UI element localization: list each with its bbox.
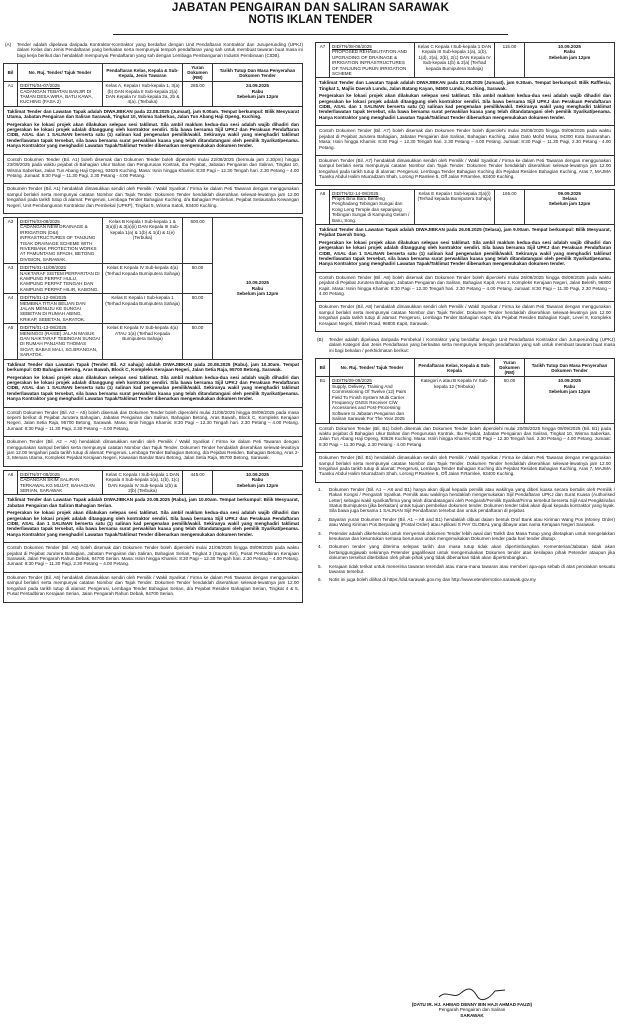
submission-info: Dokumen Tender (Bil. A2 – A5) hendaklah dimasukkan sendiri oleh Pemilik / Wakil Syarikat / Firma ke dalam Peti Tawaran dengan menggunakan sampul berlakri serta mempunyai catatan Nombor dan Tajuk Tender. Dokumen Tender hendaklah diserahkan selewat-lewatnya jam 12.00 tengahari pada tarikh tutup di alamat: Pengerusi, Lembaga Tender Bahagian Betong, d/a Pejabat Residen, Bahagian Betong, Aras 2-3, Menara Utama, Kompleks Pejabat Kerajaan Negeri, Kawasan Bandar Baru Betong, Jalan Setia Raja, 95700 Betong, Sarawak. bbox=[7, 439, 299, 461]
a6-document-box bbox=[3, 543, 303, 573]
document-availability: Contoh Dokumen Tender (Bil. A1) boleh disemak dan Dokumen Tender boleh diperolehi mulai 22/08/2025 (bermula jam 2.30pm) hingga 23/09/2025 pada waktu pejabat di Bahagian Ukur Bahan dan Pengurusan Kontrak, Ibu Pejabat, Jabatan Pengairan dan Saliran, Tingkat 10, Wisma Saberkas, Jalan Tun Abang Haji Openg, 93626 Kuching. Masa: Isnin hingga Khamis: 8:30 Pagi – 12.30 Tengah hari. 2.30 Petang – 4.00 Petang. Jumaat: 8:30 Pagi – 11.30 Pagi, 2.30 Petang - 4:00 Petang. bbox=[7, 156, 299, 178]
row-ref bbox=[18, 324, 103, 359]
notice-page bbox=[3, 2, 618, 1022]
row-ref bbox=[18, 264, 103, 294]
document-availability: Contoh Dokumen Tender (Bil. A8) boleh disemak dan Dokumen Tender boleh diperolehi mulai 26/08/2025 hingga 08/09/2025 pada waktu pejabat di Pejabat Jurutera Bahagian, Jabatan Pengairan dan Saliran, Bahagian Kapit, Aras 3, Kompleks Kerajaan Negeri, Jalan Beletih, 96800 Kapit. Masa: Isnin hingga Khamis: 8:30 Pagi – 12.30 Tengah hari. 2.30 Petang – 4.00 Petang. Jumaat: 8:30 Pagi – 11.30 Pagi, 2.30 Petang – 4.00 Petang. bbox=[319, 274, 611, 297]
tender-title: CADANGAN NEW DRAINAGE & IRRIGATION (D&I) INFRASTRUCTURES OF TANJUNG TISAK DRAINAGE SCHEME WITH RIVERBANK PROTECTION WORKS AT PAMUNTANG SPAOH, BETONG DIVISION, SARAWAK. bbox=[20, 224, 97, 262]
submission-info: Dokumen Tender (Bil. A7) hendaklah dimasukkan sendiri oleh Pemilik / Wakil Syarikat / Firma ke dalam Peti Tawaran dengan menggunakan sampul berlakri serta mempunyai catatan Nombor dan Tajuk Tender. Dokumen Tender hendaklah diserahkan selewat-lewatnya jam 12.00 tengahari pada tarikh tutup di alamat: Pengerusi, Lembaga Tender Bahagian Kuching d/a Pejabat Residen Bahagian Kuching, Aras 7, MAJMA Tuanku Abdul Halim Mua'adzam Shah, Lorong P.Ramlee 5, Off Jalan P.Ramlee, 93400 Kuching. bbox=[319, 157, 611, 180]
site-visit-info: Pergerakan ke lokasi projek akan dilakukan selepas sesi taklimat. Sila ambil maklum kedua-dua sesi adalah wajib dihadiri dan pergerakan ke lokasi projek adalah ditanggung oleh kontraktor sendiri. Sila bawa bersama Sijil UPKJ dan Perakuan Pendaftaran CIDB, ASAL dan 1 SALINAN berserta satu (1) salinan kad pengenalan pemilik/wakil. Sekiranya wakil yang menghadiri taklimat tender/lawatan tapak tersebut, sila bawa bersama surat perwakilan kuasa yang telah ditandatangani oleh pemilik Syarikat/penama. Hanya Kontraktor yang menghadiri Lawatan Tapak/Taklimat Tender dibenarkan mengemukakan dokumen tender. bbox=[7, 374, 299, 402]
note-number: 1. bbox=[318, 486, 322, 492]
header-rule bbox=[113, 34, 508, 35]
briefing-info: Taklimat Tender dan Lawatan Tapak (Tender Bil. A2 sahaja) adalah DIWAJIBKAN pada 20.08.2025 (Rabu), jam 10.30am. Tempat berkumpul: DID Bahagian Betong, Aras Bawah, Block C, Kompleks Kerajaan Negeri, Jalan Setia Raja, 95700 Betong, Sarawak. bbox=[7, 361, 299, 373]
row-class: Kelas C Kepala I Sub-kepala 1 DAN Kepala III Sub-kepala 1(a), 1(b), 1(d), 2(a), 2(b), 2(c) DAN Kepala IV Sub-kepala 1(b) & 2(a) (Terhad kepada Bumiputera Sahaja) bbox=[415, 43, 495, 78]
section-a-table-3 bbox=[3, 470, 303, 496]
site-visit-info: Pergerakan ke lokasi projek akan dilakukan selepas sesi taklimat. Sila ambil maklum kedua-dua sesi adalah wajib dihadiri dan pergerakan ke lokasi projek adalah ditanggung oleh kontraktor sendiri. Sila bawa bersama Sijil UPKJ dan Perakuan Pendaftaran CIDB, ASAL dan 1 SALINAN berserta satu (1) salinan kad pengenalan pemilik/wakil. Sekiranya wakil yang menghadiri taklimat tender/lawatan tapak tersebut, sila bawa bersama surat perwakilan kuasa yang telah ditandatangani oleh pemilik Syarikat/penama. Hanya Kontraktor yang menghadiri Lawatan Tapak/Taklimat Tender dibenarkan mengemukakan dokumen tender. bbox=[7, 510, 299, 537]
row-closing bbox=[213, 217, 303, 359]
site-visit-info: Pergerakan ke lokasi projek akan dilakukan selepas sesi taklimat. Sila ambil maklum kedua-dua sesi adalah wajib dihadiri dan pergerakan ke lokasi projek adalah ditanggung oleh kontraktor sendiri. Sila bawa bersama Sijil UPKJ dan Perakuan Pendaftaran CIDB, ASAL dan 1 SALINAN berserta satu (1) salinan kad pengenalan pemilik/wakil. Sekiranya wakil yang menghadiri taklimat tender/lawatan tapak tersebut, sila bawa bersama surat perwakilan kuasa yang telah ditandatangani oleh pemilik Syarikat/penama. Hanya Kontraktor yang menghadiri Lawatan Tapak/Taklimat Tender dibenarkan mengemukakan dokumen tender. bbox=[7, 121, 299, 149]
table-row bbox=[4, 217, 303, 263]
briefing-info: Taklimat Tender dan Lawatan Tapak adalah DIWAJIBKAN pada 22.08.2025 (Jumaat), jam 9.00am. Tempat berkumpul: Bilik Mesyuarat Utama, Jabatan Pengairan dan Saliran Sarawak, Tingkat 10, Wisma Saberkas, Jalan Tun Abang Haji Openg, Kuching. bbox=[7, 108, 299, 120]
a8-submission-box bbox=[315, 302, 615, 332]
tender-ref-no: DID/TN/09-08/2025 bbox=[332, 378, 372, 384]
note-number: 4. bbox=[318, 544, 322, 550]
closing-time: Sebelum jam 12pm bbox=[236, 94, 279, 100]
row-class: Kelas B Kepala I Sub-kepala 1 & 3(a)(i) & 3(a)(ii) DAN Kepala III Sub-kepala 1(a) & 1(b) & 1(d) & 1(e) (Terbuka) bbox=[103, 217, 183, 263]
closing-date: 10.09.2025 bbox=[246, 280, 269, 286]
row-fee: 50.00 bbox=[183, 264, 213, 294]
row-ref bbox=[18, 217, 103, 263]
row-bil: B1 bbox=[316, 377, 330, 423]
closing-time: Sebelum jam 12pm bbox=[236, 291, 279, 297]
row-ref bbox=[18, 82, 103, 107]
tender-ref-no: DID/TN/08-08/2025 bbox=[332, 44, 372, 49]
row-ref bbox=[18, 470, 103, 495]
tender-ref-no: DID/TN/01-13-08/2025 bbox=[20, 325, 67, 331]
a2-details bbox=[3, 360, 303, 408]
section-a-intro-text: Tender adalah dipelawa daripada Kontraktor-Kontraktor yang berdaftar dengan Unit Pendaftaran Kontraktor dan Juruperunding (UPKJ) dalam Kelas dan Jenis Pendaftaran yang berkaitan serta mempunyai tempoh pendaftaran yang sah untuk membuat tawaran buat masa ini bagi kerja berikut dan hendaklah mempunyai Pendaftaran yang sah dengan Lembaga Pembangunan Industri Pembinaan (CIDB). bbox=[17, 42, 303, 58]
table-row bbox=[316, 43, 615, 78]
tender-title: NAIKTARAF SISTEM PERPARITAN DI KAMPUNG PERPAT HULU, KAMPUNG PERPAT TENGAH DAN KAMPUNG PERPAT HILIR, KABONG. bbox=[20, 270, 100, 292]
document-availability: Contoh Dokumen Tender (Bil. B1) boleh disemak dan Dokumen Tender boleh diperolehi mulai 20/08/2025 hingga 09/09/2025 (Bil. B1) pada waktu pejabat di Bahagian Ukur Bahan dan Pengurusan Kontrak, Ibu Pejabat, Jabatan Pengairan dan Saliran, Tingkat 10, Wisma Saberkas, Jalan Tun Abang Haji Openg, 93626 Kuching. Masa: Isnin hingga Khamis: 8:30 Pagi – 12.30 Tengah hari. 2.30 Petang – 4.00 Petang. Jumaat: 8:30 Pagi – 11.30 Pagi, 2.30 Petang - 4.00 Petang. bbox=[319, 425, 611, 447]
table-row bbox=[4, 470, 303, 495]
closing-day: Rabu bbox=[251, 477, 264, 483]
a8-details bbox=[315, 225, 615, 273]
a1-submission-box bbox=[3, 184, 303, 214]
a7-details bbox=[315, 78, 615, 126]
notice-header bbox=[3, 2, 618, 26]
section-a-letter: (A) bbox=[5, 42, 12, 47]
closing-time: Sebelum jam 12pm bbox=[548, 201, 591, 207]
notice-title: NOTIS IKLAN TENDER bbox=[248, 14, 373, 26]
document-availability: Contoh Dokumen Tender (Bil. A6) boleh disemak dan Dokumen Tender boleh diperolehi mulai 21/08/2025 hingga 09/09/2025 pada waktu pejabat di Pejabat Jurutera Bahagian, Jabatan Pengairan dan Saliran, Bahagian Serian, Tingkat 3 (Sayap Kiri), Pusat Pentadbiran Kerajaan Sarawak, Jalan Pengarah Rahun Debak, 94700 Serian. Masa: Isnin hingga Khamis: 8:30 Pagi – 12.30 Tengah hari. 2.30 Petang – 4.00 Petang. Jumaat: 8:30 Pagi – 11.30 Pagi, 2.30 Petang – 4.00 Petang. bbox=[7, 545, 299, 567]
closing-day: Rabu bbox=[563, 49, 576, 55]
section-b-table bbox=[315, 358, 615, 423]
section-a-table-2 bbox=[3, 217, 303, 360]
right-column bbox=[315, 42, 615, 586]
tender-title: MEMBINA TITIAN BELIAN DAN JALAN MENUJU KE SUNGAI SEBETAN DI RUMAH ABING, KRIKAP, SEBETAN, SARATOK. bbox=[20, 300, 86, 322]
row-closing bbox=[525, 43, 615, 78]
closing-date: 24.09.2025 bbox=[246, 83, 269, 89]
closing-date: 10.09.2025 bbox=[558, 378, 581, 384]
submission-info: Dokumen Tender (Bil. A6) hendaklah dimasukkan sendiri oleh Pemilik / Wakil Syarikat / Firma ke dalam Peti Tawaran dengan menggunakan sampul berlakri serta mempunyai catatan Nombor dan Tajuk Tender. Dokumen Tender hendaklah diserahkan selewat-lewatnya jam 12.00 tengahari pada tarikh tutup di alamat: Pengerusi, Lembaga Tender Bahagian Serian, d/a Pejabat Residen Bahagian Serian, Tingkat 4 & 5, Pusat Pentadbiran Kerajaan Serian, Jalan Pengarah Rahun Debak, 94700 Serian. bbox=[7, 574, 299, 597]
col-fee-header: Yuran Dokumen (RM) bbox=[183, 64, 213, 82]
row-class: Kelas E Kepala IV Sub-kepala 4(a) (Terhad Kepada Bumiputera Sahaja) bbox=[103, 264, 183, 294]
list-item bbox=[315, 564, 615, 575]
closing-day: Selasa bbox=[562, 195, 577, 201]
a7-document-box bbox=[315, 126, 615, 156]
closing-time: Sebelum jam 12pm bbox=[548, 54, 591, 60]
row-bil: A6 bbox=[4, 470, 18, 495]
list-item bbox=[315, 517, 615, 528]
table-row bbox=[316, 377, 615, 423]
row-ref bbox=[330, 43, 415, 78]
row-class: Kelas E Kepala I Sub-kepala 1 (Terhad Kepada Bumiputera Sahaja) bbox=[103, 294, 183, 324]
col-bil-header: Bil bbox=[316, 359, 330, 377]
row-class: Kelas E Kepala IV Sub-kepala 4(a) ATAU 1(a) (Terhad Kepada Bumiputera Sahaja) bbox=[103, 324, 183, 359]
submission-info: Dokumen Tender (Bil. A1) hendaklah dimasukkan sendiri oleh Pemilik / Wakil Syarikat / Firma ke dalam Peti Tawaran dengan menggunakan sampul berlakri serta mempunyai catatan Nombor dan Tajuk Tender. Dokumen Tender hendaklah diserahkan selewat-lewatnya jam 12.00 tengahari pada tarikh tutup di alamat: Pengerusi, Lembaga Tender Bahagian Kuching, d/a Bahagian Perolehan, Pejabat Setiausaha Kewangan Negeri, Unit Pembangunan Kontraktor dan Pembekal (UPKP), Tingkat 5, Wisma Satok, 93400 Kuching. bbox=[7, 186, 299, 208]
row-fee: 600.00 bbox=[183, 217, 213, 263]
b1-submission-box bbox=[315, 453, 615, 483]
signatory-name: (DATU IR. HJ. AHMAD DENNY BIN HAJI AHMAD FAUZI) bbox=[411, 1002, 533, 1007]
table-header-row bbox=[4, 64, 303, 82]
row-fee: 285.00 bbox=[183, 82, 213, 107]
tender-title: Supply, Delivery, Training And Commissioning Of Twelve (12) Pairs Field To Finish System Multi Carrier Frequency GNSS Receiver C/W Accessories and Post-Processing Software to Jabatan Pengairan dan Saliran Sarawak For The Year 2025 bbox=[332, 383, 407, 422]
tender-title: MENINGGI (RAISE) JALAN MASUK DAN NAIKTARAF TEBINGAN SUNGAI DI RUMAH PANJANG THOMAS SIGAT, BABAS MALI, SG.BRANGAN, SARATOK. bbox=[20, 330, 100, 358]
row-fee: 50.00 bbox=[183, 324, 213, 359]
left-column bbox=[3, 42, 303, 603]
notes-list bbox=[315, 487, 615, 583]
col-fee-header: Yuran Dokumen (RM) bbox=[495, 359, 525, 377]
closing-date: 10.09.2025 bbox=[246, 471, 269, 477]
a8-table bbox=[315, 189, 615, 225]
signature-block bbox=[377, 987, 567, 1018]
row-closing bbox=[213, 470, 303, 495]
submission-info: Dokumen Tender (Bil. B1) hendaklah dimasukkan sendiri oleh Pemilik / Wakil Syarikat / Firma ke dalam Peti Tawaran dengan menggunakan sampul berlakri serta mempunyai catatan Nombor dan Tajuk Tender. Dokumen Tender hendaklah diserahkan selewat-lewatnya jam 12.00 tengahari pada tarikh tutup di alamat: Pengerusi, Lembaga Tender Bahagian Kuching d/a Pejabat Residen Bahagian Kuching, Aras 7, MAJMA Tuanku Abdul Halim Mua'adzam Shah, Lorong P.Ramlee 5, Off Jalan P.Ramlee, 93400 Kuching. bbox=[319, 455, 611, 477]
closing-date: 09.09.2025 bbox=[558, 190, 581, 196]
row-fee: 50.00 bbox=[183, 294, 213, 324]
note-text: Dokumen tender yang diterima selepas tarikh dan masa tutup tidak akan dipertimbangkan. Kementerian/Jabatan tidak akan bertanggungjawab sekiranya Petender gagal/lewat untuk mengemukakan Dokumen tender atas kesilapan pihak Petender ataupun jika dokumen tersebut diterbitkan oleh pihak-pihak yang tidak dibenarkan tidak akan dipertimbangkan. bbox=[329, 544, 615, 561]
tender-title: CADANGAN TEBATAN BANJIR DI TAMAN DESA WIRA, BATU KAWA, KUCHING (FASA 2) bbox=[20, 88, 93, 105]
b1-document-box bbox=[315, 424, 615, 454]
signature-scribble-icon bbox=[437, 987, 507, 1001]
closing-day: Rabu bbox=[251, 285, 264, 291]
row-bil: A3 bbox=[4, 264, 18, 294]
a8-document-box bbox=[315, 273, 615, 303]
row-bil: A2 bbox=[4, 217, 18, 263]
list-item bbox=[315, 577, 615, 582]
briefing-info: Taklimat Tender dan Lawatan Tapak adalah DIWAJIBKAN pada 22.08.2025 (Jumaat), jam 9.30am. Tempat berkumpul: Bilik Rafflesia, Tingkat 1, Majlis Daerah Lundu, Jalan Batang Kayan, 94500 Lundu, Kuching, Sarawak. bbox=[319, 80, 611, 91]
row-bil: A4 bbox=[4, 294, 18, 324]
department-title: JABATAN PENGAIRAN DAN SALIRAN SARAWAK bbox=[171, 2, 450, 14]
row-class: Kelas C Kepala I Sub-kepala 1 DAN Kepala II Sub-kepala 1(a), 1(b), 1(c) DAN Kepala IV Sub-kepala 1(b) & 2(b) (Terbuka) bbox=[103, 470, 183, 495]
document-availability: Contoh Dokumen Tender (Bil. A2 – A5) boleh disemak dan Dokumen Tender boleh diperolehi mulai 21/08/2025 hingga 09/09/2025 pada masa seperti berikut di Pejabat Jurutera Bahagian, Jabatan Pengairan dan Saliran, Bahagian Betong, Aras Bawah, Block C, Kompleks Kerajaan Negeri, Jalan Setia Raja, 95700 Betong, Sarawak. Masa: Isnin hingga Khamis: 8:30 Pagi – 12.30 Tengah hari. 2.30 Petang – 4.00 Petang. Jumaat: 8:30 Pagi – 11.30 Pagi, 2.30 Petang – 4.00 Petang. bbox=[7, 409, 299, 431]
closing-day: Rabu bbox=[563, 383, 576, 389]
note-text: Dokumen Tender (Bil. A1 – A8 and B1) hanya akan dijual kepada pemilik atau wakilnya yang diberi kuasa secara bertulis oleh Pemilik / Rakan Kongsi / Pengarah Syarikat. Pemilik atau wakilnya hendaklah mengemukakan Sijil Pendaftaran UPKJ dan Surat Kuasa (Authorised Letter) sebagai wakil syarikat/firma yang telah ditandatangani oleh Pengarah/Pemilik Syarikat/Firma tersebut berserta Sijil Asal Pengiktirafan Status Bumiputera (jika berkaitan) untuk tujuan pembelian dokumen tender. Dokumen tender tidak akan dijual kepada kontraktor yang layak. Sila bawa juga bersama 1 SALINAN Sijil Pendaftaran tersebut dan untuk pendaftaran di pejabat. bbox=[329, 486, 615, 514]
note-number: 6. bbox=[318, 577, 322, 583]
table-row bbox=[4, 82, 303, 107]
row-bil: A5 bbox=[4, 324, 18, 359]
signatory-role: Pengarah Pengairan dan Saliran bbox=[438, 1007, 506, 1013]
a2-document-box bbox=[3, 408, 303, 438]
note-text: Petender adalah dikehendaki untuk menyemak dokumen Tender lebih awal dari Tarikh dan Masa Tutup yang ditetapkan untuk mengelakkan kesukaran dan kesuntukan semasa berurusan untuk mengemukakan Dokumen tender pada hari tender ditutup. bbox=[329, 530, 615, 542]
row-ref bbox=[330, 189, 415, 224]
list-item bbox=[315, 531, 615, 542]
section-b-intro bbox=[315, 337, 615, 353]
tender-title: CADANGAN SKIM SALIRAN TERKAWAL KG MUJAT, BAHAGIAN SERIAN, SARAWAK bbox=[20, 477, 95, 493]
closing-time: Sebelum jam 12pm bbox=[548, 389, 591, 395]
note-number: 5. bbox=[318, 563, 322, 569]
col-ref-header: No. Ruj. Tender/ Tajuk Tender bbox=[330, 359, 415, 377]
tender-title: PROPOSED REHABILITATION AND UPGRADING OF DRAINAGE & IRRIGATION INFRASTRUCTURES OF TANJUNG PURUN IRRIGATION SCHEME bbox=[332, 49, 408, 77]
note-text: Notis ini juga boleh dilihat di https://did.sarawak.gov.my dan http://www.etendernotice.sarawak.gov.my bbox=[329, 577, 536, 583]
row-class: Kelas A, Kepala I Sub-kepala 1, 3(a)(b) DAN Kepala II Sub-kepala 2(a) DAN Kepala IV Sub-kepala 2a, 2b & 4(a). (Terbuka) bbox=[103, 82, 183, 107]
signatory-org: SARAWAK bbox=[460, 1012, 484, 1018]
row-bil: A1 bbox=[4, 82, 18, 107]
row-fee: 50.00 bbox=[495, 377, 525, 423]
row-fee: 165.00 bbox=[495, 189, 525, 224]
closing-day: Rabu bbox=[251, 88, 264, 94]
site-visit-info: Pergerakan ke lokasi projek akan dilakukan selepas sesi taklimat. Sila ambil maklum kedua-dua sesi adalah wajib dihadiri dan pergerakan ke lokasi projek adalah ditanggung oleh kontraktor sendiri. Sila bawa bersama Sijil UPKJ dan Perakuan Pendaftaran CIDB, ASAL dan 1 SALINAN berserta satu (1) salinan kad pengenalan pemilik/wakil. Sekiranya wakil yang menghadiri taklimat tender/lawatan tapak tersebut, sila bawa bersama surat perwakilan kuasa yang telah ditandatangani oleh pemilik Syarikat/penama. Hanya Kontraktor yang menghadiri Lawatan Tapak/Taklimat Tender dibenarkan mengemukakan dokumen tender. bbox=[319, 239, 611, 267]
row-bil: A7 bbox=[316, 43, 330, 78]
tender-ref-no: DID/TN/07-08/2025 bbox=[20, 471, 60, 477]
briefing-info: Taklimat Tender dan Lawatan Tapak adalah DIWAJIBKAN pada 26.08.2025 (Selasa), jam 9.00am. Tempat berkumpul: Bilik Mesyuarat, Pejabat Daerah Song. bbox=[319, 226, 611, 238]
row-bil: A8 bbox=[316, 189, 330, 224]
row-closing bbox=[525, 377, 615, 423]
list-item bbox=[315, 544, 615, 560]
row-fee: 115.00 bbox=[495, 43, 525, 78]
section-b-letter: (B) bbox=[317, 337, 324, 343]
row-ref bbox=[330, 377, 415, 423]
note-number: 2. bbox=[318, 516, 322, 522]
row-class: Kategori A atau B Kepala IV Sub-kepala 12 (Terbuka) bbox=[415, 377, 495, 423]
site-visit-info: Pergerakan ke lokasi projek akan dilakukan selepas sesi taklimat. Sila ambil maklum kedua-dua sesi adalah wajib dihadiri dan pergerakan ke lokasi projek adalah ditanggung oleh kontraktor sendiri. Sila bawa bersama Sijil UPKJ dan Perakuan Pendaftaran CIDB, ASAL dan 1 SALINAN berserta satu (1) salinan kad pengenalan pemilik/wakil. Sekiranya wakil yang menghadiri taklimat tender/lawatan tapak tersebut, sila bawa bersama surat perwakilan kuasa yang telah ditandatangani oleh pemilik Syarikat/penama. Hanya Kontraktor yang menghadiri Lawatan Tapak/Taklimat Tender dibenarkan mengemukakan dokumen tender. bbox=[319, 93, 611, 120]
tender-title: Projek Bina Baru Benteng Penghadang Tebingan Sungai dan Kong Leng Temple dan sepanjang Tebingan Sungai di Kampung Gelam / Baru, Song. bbox=[332, 195, 410, 223]
list-item bbox=[315, 487, 615, 514]
a7-table bbox=[315, 42, 615, 78]
tender-ref-no: DID/TN/04-07/2025 bbox=[20, 83, 60, 89]
tender-ref-no: DID/TN/01-11/08/2025 bbox=[20, 265, 66, 271]
a7-submission-box bbox=[315, 156, 615, 186]
col-closing-header: Tarikh Tutup Dan Masa Penyerahan Dokumen Tender bbox=[213, 64, 303, 82]
a1-details bbox=[3, 107, 303, 155]
section-b-intro-text: Tender adalah dipelawa daripada Pembekal / Kontraktor yang berdaftar dengan Unit Pendaftaran Kontraktor dan Juruperunding (UPKJ) dalam Kategori dan Jenis Pendaftaran yang berkaitan serta mempunyai tempoh pendaftaran yang sah untuk membuat tawaran buat masa ini bagi bekalan / perkhidmatan berikut: bbox=[329, 337, 615, 353]
col-bil-header: Bil bbox=[4, 64, 18, 82]
note-text: Bayaran yuran Dokumen Tender (Bil. A1 – A8 and B1) hendaklah dibuat dalam bentuk Draf Bank atau Kiriman Wang Pos (Money Order) atau Wang Kiriman Pos Berpalang (Postal Order) atau Aplikasi S PAY GLOBAL yang dibayar atas nama Kerajaan Negeri Sarawak. bbox=[329, 516, 615, 528]
table-header-row bbox=[316, 359, 615, 377]
section-a-intro bbox=[3, 42, 303, 58]
closing-date: 10.09.2025 bbox=[558, 44, 581, 49]
row-closing bbox=[525, 189, 615, 224]
row-ref bbox=[18, 294, 103, 324]
row-class: Kelas E Kepala I Sub-kepala 3(a)(i) (Terhad kepada Bumiputera Sahaja) bbox=[415, 189, 495, 224]
closing-time: Sebelum jam 12pm bbox=[236, 482, 279, 488]
a6-submission-box bbox=[3, 573, 303, 603]
note-number: 3. bbox=[318, 530, 322, 536]
tender-ref-no: DID/TN/03-08/2025 bbox=[20, 218, 60, 224]
a1-document-box bbox=[3, 155, 303, 185]
table-row bbox=[316, 189, 615, 224]
tender-ref-no: DID/TN/01-12-08/2025 bbox=[20, 295, 67, 301]
submission-info: Dokumen Tender (Bil. A8) hendaklah dimasukkan sendiri oleh Pemilik / Wakil Syarikat / Firma ke dalam Peti Tawaran dengan menggunakan sampul berlakri serta mempunyai catatan Nombor dan Tajuk Tender. Dokumen Tender hendaklah diserahkan selewat-lewatnya jam 12.00 tengahari pada tarikh tutup di alamat: Pengerusi, Lembaga Tender Bahagian Kapit, d/a Pejabat Residen Bahagian Kapit, Level 8, Kompleks Kerajaan Negeri, Bleteh Road, 96800 Kapit, Sarawak. bbox=[319, 304, 611, 326]
a2-submission-box bbox=[3, 437, 303, 467]
document-availability: Contoh Dokumen Tender (Bil. A7) boleh disemak dan Dokumen Tender boleh diperolehi mulai 25/08/2025 hingga 09/09/2025 pada waktu pejabat di Pejabat Jurutera Bahagian, Jabatan Pengairan dan Saliran, Bahagian Kuching, Jalan Dato Mohd Musa, 94300 Kota Samarahan. Masa: Isnin hingga Khamis: 8:30 Pagi – 12.30 Tengah hari. 2.30 Petang – 4.00 Petang. Jumaat: 8:30 Pagi – 11.30 Pagi, 2.30 Petang - 4.00 Petang. bbox=[319, 128, 611, 150]
row-closing bbox=[213, 82, 303, 107]
tender-ref-no: DID/TN/02-14-08/2025 bbox=[332, 190, 379, 196]
col-ref-header: No. Ruj. Tender/ Tajuk Tender bbox=[18, 64, 103, 82]
col-class-header: Pendaftaran Kelas, Kepala & Sub- Kepala bbox=[415, 359, 495, 377]
col-closing-header: Tarikh Tutup Dan Masa Penyerahan Dokumen Tender bbox=[525, 359, 615, 377]
a6-details bbox=[3, 495, 303, 543]
section-a-table bbox=[3, 63, 303, 107]
note-text: Kerajaan tidak terikat untuk menerima tawaran terendah atau mana-mana tawaran atau memberi apa-apa sebab di atas penolakan sesuatu tawaran tersebut. bbox=[329, 563, 615, 575]
col-class-header: Pendaftaran Kelas, Kepala & Sub- Kepala, Jenis Tawaran bbox=[103, 64, 183, 82]
row-fee: 445.00 bbox=[183, 470, 213, 495]
briefing-info: Taklimat Tender dan Lawatan Tapak adalah DIWAJIBKAN pada 20.08.2025 (Rabu), jam 10.00am. Tempat berkumpul: Bilik Mesyuarat, Jabatan Pengairan dan Saliran Bahagian Serian. bbox=[7, 497, 299, 508]
